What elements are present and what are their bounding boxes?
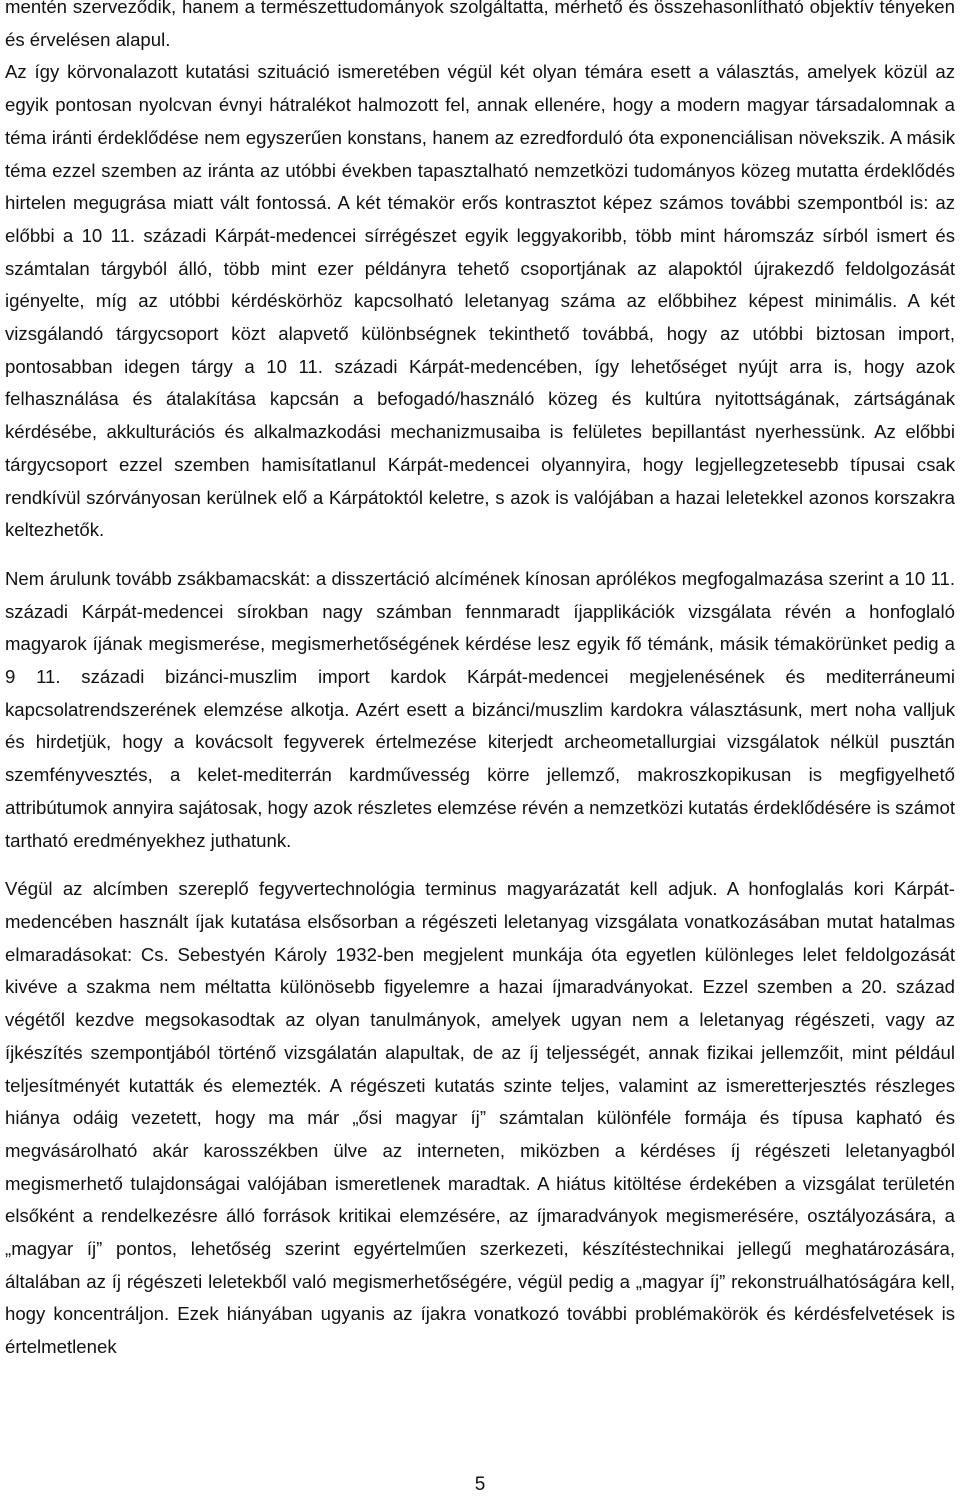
paragraph-1: mentén szerveződik, hanem a természettudományok szolgáltatta, mérhető és összehasonlítható objektív tényeken és érvelésen alapul. — [5, 0, 955, 50]
document-page — [5, 0, 955, 1364]
paragraph-3: Nem árulunk tovább zsákbamacskát: a disszertáció alcímének kínosan aprólékos megfogalmazása szerint a 10 11. századi Kárpát-medencei sírokban nagy számban fennmaradt íjapplikációk vizsgálata révén a honfoglaló magyarok íjának megismerése, megismerhetőségének kérdése lesz egyik fő témánk, másik témakörünket pedig a 9 11. századi bizánci-muszlim import kardok Kárpát-medencei megjelenésének és mediterráneumi kapcsolatrendszerének elemzése alkotja. Azért esett a bizánci/muszlim kardokra választásunk, mert noha valljuk és hirdetjük, hogy a kovácsolt fegyverek értelmezése kiterjedt archeometallurgiai vizsgálatok nélkül pusztán szemfényvesztés, a kelet-mediterrán kardművesség körre jellemző, makroszkopikusan is megfigyelhető attribútumok annyira sajátosak, hogy azok részletes elemzése révén a nemzetközi kutatás érdeklődésére is számot tartható eredményekhez juthatunk. — [5, 567, 955, 851]
paragraph-4: Végül az alcímben szereplő fegyvertechnológia terminus magyarázatát kell adjuk. A honfoglalás kori Kárpát-medencében használt íjak kutatása elsősorban a régészeti leletanyag vizsgálata vonatkozásában mutat hatalmas elmaradásokat: Cs. Sebestyén Károly 1932-ben megjelent munkája óta egyetlen különleges lelet feldolgozását kivéve a szakma nem méltatta különösebb figyelemre a hazai íjmaradványokat. Ezzel szemben a 20. század végétől kezdve megsokasodtak az olyan tanulmányok, amelyek ugyan nem a leletanyag régészeti, vagy az íjkészítés szempontjából történő vizsgálatán alapultak, de az íj teljességét, annak fizikai jellemzőit, mint például teljesítményét kutatták és elemezték. A régészeti kutatás szinte teljes, valamint az ismeretterjesztés részleges hiánya odáig vezetett, hogy ma már „ősi magyar íj” számtalan különféle formája és típusa kapható és megvásárolható akár karosszékben ülve az interneten, miközben a kérdéses íj régészeti leletanyagból megismerhető tulajdonságai valójában ismeretlenek maradtak. A hiátus kitöltése érdekében a vizsgálat területén elsőként a rendelkezésre álló források kritikai elemzésére, az íjmaradványok megismerésére, osztályozására, a „magyar íj” pontos, lehetőség szerint egyértelműen szerkezeti, készítéstechnikai jellegű meghatározására, általában az íj régészeti leletekből való megismerhetőségére, végül pedig a „magyar íj” rekonstruálhatóságára kell, hogy koncentráljon. Ezek hiányában ugyanis az íjakra vonatkozó további problémakörök és kérdésfelvetések is értelmetlenek — [5, 878, 955, 1358]
page-number: 5 — [474, 1474, 486, 1495]
paragraph-2: Az így körvonalazott kutatási szituáció ismeretében végül két olyan témára esett a választás, amelyek közül az egyik pontosan nyolcvan évnyi hátralékot halmozott fel, annak ellenére, hogy a modern magyar társadalomnak a téma iránti érdeklődése nem egyszerűen konstans, hanem az ezredforduló óta exponenciálisan növekszik. A másik téma ezzel szemben az iránta az utóbbi években tapasztalható nemzetközi tudományos közeg mutatta érdeklődés hirtelen megugrása miatt vált fontossá. A két témakör erős kontrasztot képez számos további szempontból is: az előbbi a 10 11. századi Kárpát-medencei sírrégészet egyik leggyakoribb, több mint háromszáz sírból ismert és számtalan tárgyból álló, több mint ezer példányra tehető csoportjának az alapoktól újrakezdő feldolgozását igényelte, míg az utóbbi kérdéskörhöz kapcsolható leletanyag száma az előbbihez képest minimális. A két vizsgálandó tárgycsoport közt alapvető különbségnek tekinthető továbbá, hogy az utóbbi biztosan import, pontosabban idegen tárgy a 10 11. századi Kárpát-medencében, így lehetőséget nyújt arra is, hogy azok felhasználása és átalakítása kapcsán a befogadó/használó közeg és kultúra nyitottságának, zártságának kérdésébe, akkulturációs és alkalmazkodási mechanizmusaiba is felületes bepillantást nyerhessünk. Az előbbi tárgycsoport ezzel szemben hamisítatlanul Kárpát-medencei olyannyira, hogy legjellegzetesebb típusai csak rendkívül szórványosan kerülnek elő a Kárpátoktól keletre, s azok is valójában a hazai leletekkel azonos korszakra keltezhetők. — [5, 61, 955, 541]
